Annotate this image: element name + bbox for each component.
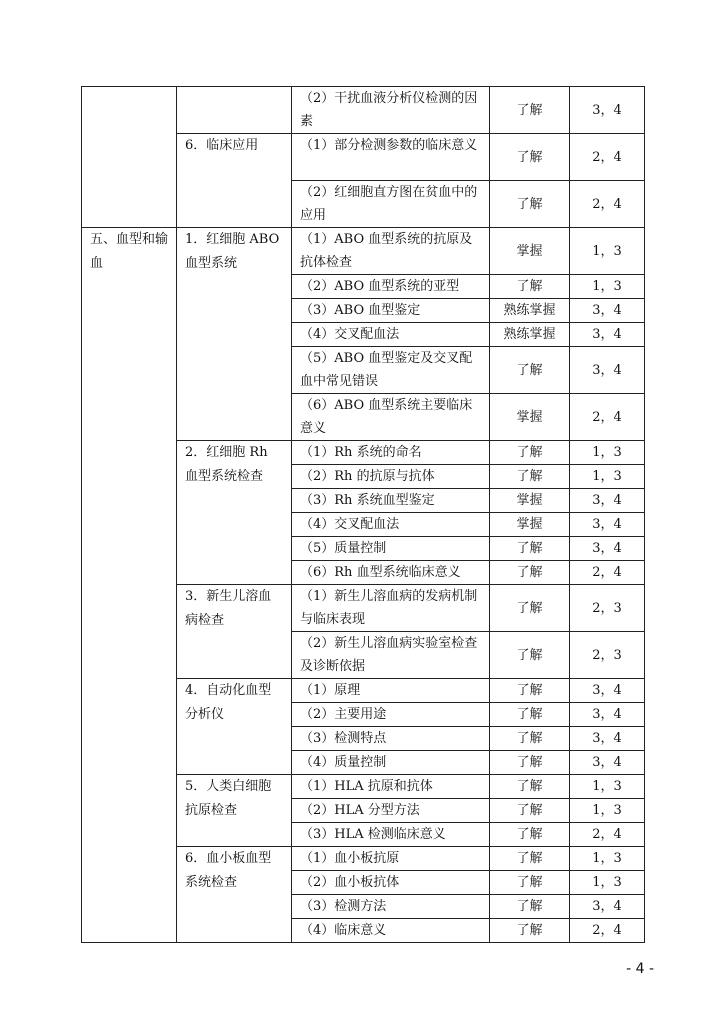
item-cell: 4．自动化血型分析仪	[177, 679, 292, 775]
scope-cell: 3，4	[570, 299, 645, 323]
syllabus-table	[81, 86, 645, 943]
scope-cell: 3，4	[570, 537, 645, 561]
level-cell: 熟练掌握	[490, 323, 570, 347]
content-cell: （1）ABO 血型系统的抗原及抗体检查	[292, 228, 490, 275]
scope-cell: 1，3	[570, 871, 645, 895]
unit-cell	[82, 87, 177, 228]
scope-cell: 2，4	[570, 919, 645, 943]
level-cell: 掌握	[490, 394, 570, 441]
level-cell: 了解	[490, 895, 570, 919]
content-cell: （6）ABO 血型系统主要临床意义	[292, 394, 490, 441]
content-cell: （1）HLA 抗原和抗体	[292, 775, 490, 799]
content-cell: （4）质量控制	[292, 751, 490, 775]
level-cell: 了解	[490, 561, 570, 585]
scope-cell: 3，4	[570, 727, 645, 751]
scope-cell: 2，4	[570, 823, 645, 847]
content-cell: （5）ABO 血型鉴定及交叉配血中常见错误	[292, 347, 490, 394]
level-cell: 了解	[490, 847, 570, 871]
item-cell: 1．红细胞 ABO 血型系统	[177, 228, 292, 441]
level-cell: 了解	[490, 134, 570, 181]
level-cell: 了解	[490, 679, 570, 703]
unit-cell: 五、血型和输血	[82, 228, 177, 943]
table-row	[82, 228, 645, 275]
content-cell: （4）临床意义	[292, 919, 490, 943]
level-cell: 了解	[490, 275, 570, 299]
level-cell: 掌握	[490, 228, 570, 275]
content-cell: （1）原理	[292, 679, 490, 703]
level-cell: 了解	[490, 799, 570, 823]
content-cell: （2）新生儿溶血病实验室检查及诊断依据	[292, 632, 490, 679]
scope-cell: 1，3	[570, 775, 645, 799]
level-cell: 了解	[490, 87, 570, 134]
item-cell	[177, 87, 292, 134]
level-cell: 了解	[490, 919, 570, 943]
scope-cell: 1，3	[570, 441, 645, 465]
scope-cell: 3，4	[570, 751, 645, 775]
level-cell: 了解	[490, 441, 570, 465]
scope-cell: 3，4	[570, 679, 645, 703]
item-cell: 2．红细胞 Rh 血型系统检查	[177, 441, 292, 585]
level-cell: 了解	[490, 775, 570, 799]
scope-cell: 3，4	[570, 87, 645, 134]
scope-cell: 2，4	[570, 181, 645, 228]
level-cell: 了解	[490, 632, 570, 679]
table-row	[82, 87, 645, 134]
level-cell: 了解	[490, 871, 570, 895]
scope-cell: 1，3	[570, 228, 645, 275]
scope-cell: 1，3	[570, 465, 645, 489]
scope-cell: 2，3	[570, 632, 645, 679]
content-cell: （3）HLA 检测临床意义	[292, 823, 490, 847]
content-cell: （1）血小板抗原	[292, 847, 490, 871]
scope-cell: 2，4	[570, 561, 645, 585]
content-cell: （3）ABO 血型鉴定	[292, 299, 490, 323]
scope-cell: 1，3	[570, 799, 645, 823]
content-cell: （3）检测方法	[292, 895, 490, 919]
content-cell: （3）Rh 系统血型鉴定	[292, 489, 490, 513]
level-cell: 了解	[490, 537, 570, 561]
scope-cell: 1，3	[570, 275, 645, 299]
content-cell: （2）红细胞直方图在贫血中的应用	[292, 181, 490, 228]
scope-cell: 3，4	[570, 489, 645, 513]
content-cell: （1）Rh 系统的命名	[292, 441, 490, 465]
item-cell: 6．血小板血型系统检查	[177, 847, 292, 943]
content-cell: （6）Rh 血型系统临床意义	[292, 561, 490, 585]
scope-cell: 2，4	[570, 394, 645, 441]
content-cell: （4）交叉配血法	[292, 323, 490, 347]
scope-cell: 3，4	[570, 323, 645, 347]
content-cell: （2）ABO 血型系统的亚型	[292, 275, 490, 299]
level-cell: 掌握	[490, 489, 570, 513]
level-cell: 了解	[490, 727, 570, 751]
content-cell: （4）交叉配血法	[292, 513, 490, 537]
level-cell: 了解	[490, 751, 570, 775]
scope-cell: 1，3	[570, 847, 645, 871]
scope-cell: 2，3	[570, 585, 645, 632]
content-cell: （2）血小板抗体	[292, 871, 490, 895]
content-cell: （1）新生儿溶血病的发病机制与临床表现	[292, 585, 490, 632]
scope-cell: 2，4	[570, 134, 645, 181]
level-cell: 了解	[490, 347, 570, 394]
scope-cell: 3，4	[570, 513, 645, 537]
level-cell: 了解	[490, 703, 570, 727]
level-cell: 了解	[490, 823, 570, 847]
content-cell: （2）HLA 分型方法	[292, 799, 490, 823]
item-cell: 5．人类白细胞抗原检查	[177, 775, 292, 847]
content-cell: （5）质量控制	[292, 537, 490, 561]
level-cell: 熟练掌握	[490, 299, 570, 323]
content-cell: （1）部分检测参数的临床意义	[292, 134, 490, 181]
level-cell: 了解	[490, 585, 570, 632]
content-cell: （2）Rh 的抗原与抗体	[292, 465, 490, 489]
item-cell: 6．临床应用	[177, 134, 292, 228]
content-cell: （3）检测特点	[292, 727, 490, 751]
content-cell: （2）主要用途	[292, 703, 490, 727]
item-cell: 3．新生儿溶血病检查	[177, 585, 292, 679]
scope-cell: 3，4	[570, 895, 645, 919]
scope-cell: 3，4	[570, 703, 645, 727]
content-cell: （2）干扰血液分析仪检测的因素	[292, 87, 490, 134]
page-number: - 4 -	[626, 961, 654, 977]
level-cell: 了解	[490, 181, 570, 228]
level-cell: 掌握	[490, 513, 570, 537]
scope-cell: 3，4	[570, 347, 645, 394]
level-cell: 了解	[490, 465, 570, 489]
